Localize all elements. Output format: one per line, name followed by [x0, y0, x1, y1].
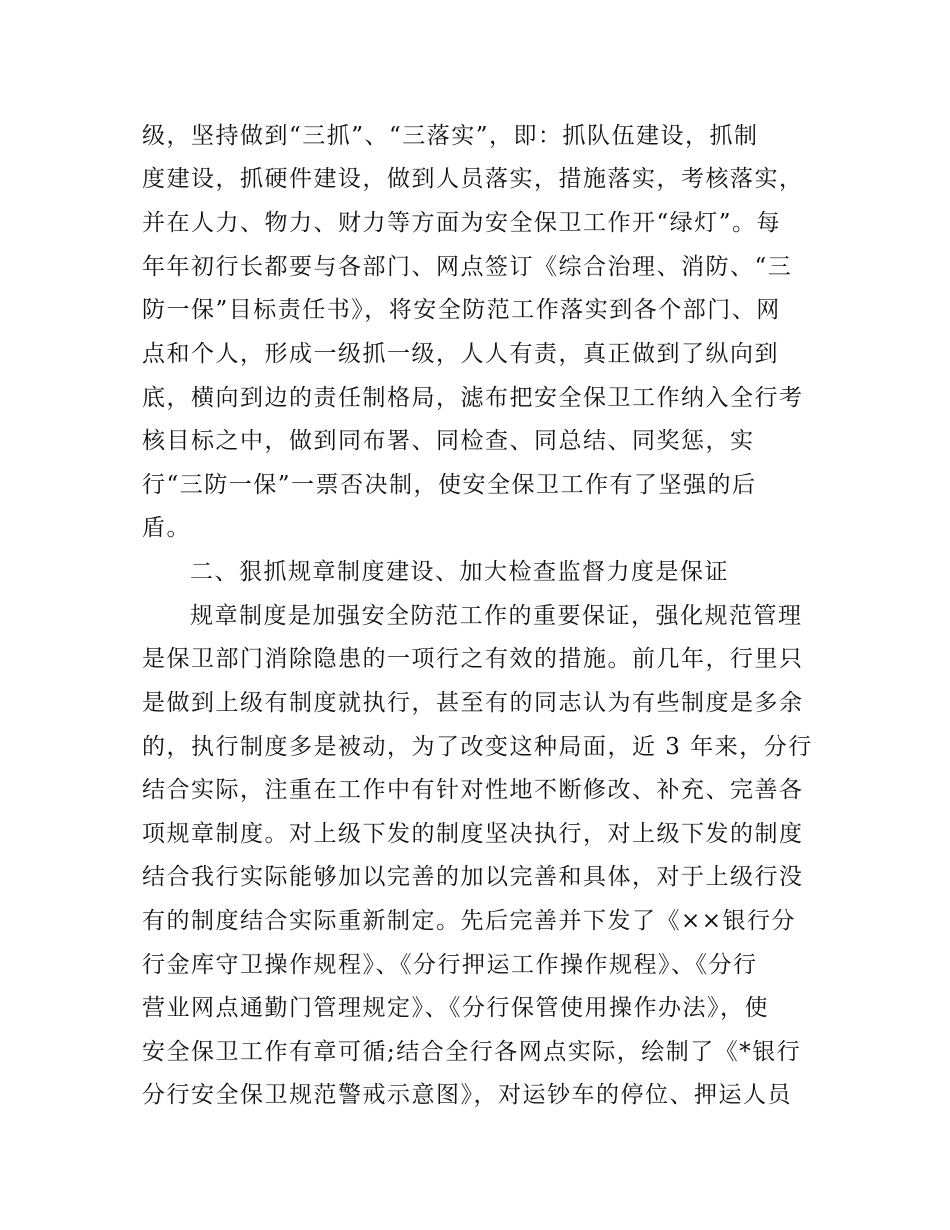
- paragraph-line: 结合我行实际能够加以完善的加以完善和具体，对于上级行没: [142, 864, 804, 890]
- paragraph-line: 点和个人，形成一级抓一级，人人有责，真正做到了纵向到: [142, 341, 779, 367]
- paragraph-line: 结合实际，注重在工作中有针对性地不断修改、补充、完善各: [142, 777, 804, 803]
- paragraph-line: 规章制度是加强安全防范工作的重要保证，强化规范管理: [190, 603, 803, 629]
- paragraph-line: 的，执行制度多是被动，为了改变这种局面，近 3 年来，分行: [142, 734, 813, 760]
- paragraph-line: 度建设，抓硬件建设，做到人员落实，措施落实，考核落实，: [142, 166, 804, 192]
- paragraph-line: 安全保卫工作有章可循;结合全行各网点实际，绘制了《*银行: [142, 1039, 802, 1065]
- paragraph-line: 防一保”目标责任书》，将安全防范工作落实到各个部门、网: [142, 297, 781, 323]
- paragraph-line: 营业网点通勤门管理规定》、《分行保管使用操作办法》，使: [142, 995, 769, 1021]
- paragraph-line: 盾。: [142, 515, 191, 541]
- paragraph-line: 底，横向到边的责任制格局，滤布把安全保卫工作纳入全行考: [142, 385, 804, 411]
- paragraph-line: 是保卫部门消除隐患的一项行之有效的措施。前几年，行里只: [142, 646, 804, 672]
- paragraph-line: 有的制度结合实际重新制定。先后完善并下发了《××银行分: [142, 908, 797, 934]
- paragraph-line: 分行安全保卫规范警戒示意图》，对运钞车的停位、押运人员: [142, 1082, 792, 1108]
- paragraph-line: 核目标之中，做到同布署、同检查、同总结、同奖惩，实: [142, 428, 755, 454]
- paragraph-line: 并在人力、物力、财力等方面为安全保卫工作开“绿灯”。每: [142, 210, 782, 236]
- paragraph-line: 年年初行长都要与各部门、网点签订《综合治理、消防、“三: [142, 254, 793, 280]
- paragraph-line: 行金库守卫操作规程》、《分行押运工作操作规程》、《分行: [142, 952, 758, 978]
- paragraph-line: 行“三防一保”一票否决制，使安全保卫工作有了坚强的后: [142, 472, 757, 498]
- paragraph-line: 是做到上级有制度就执行，甚至有的同志认为有些制度是多余: [142, 690, 804, 716]
- section-heading: 二、狠抓规章制度建设、加大检查监督力度是保证: [190, 559, 729, 585]
- paragraph-line: 项规章制度。对上级下发的制度坚决执行，对上级下发的制度: [142, 821, 804, 847]
- paragraph-line: 级，坚持做到“三抓”、“三落实”，即：抓队伍建设，抓制: [142, 123, 759, 149]
